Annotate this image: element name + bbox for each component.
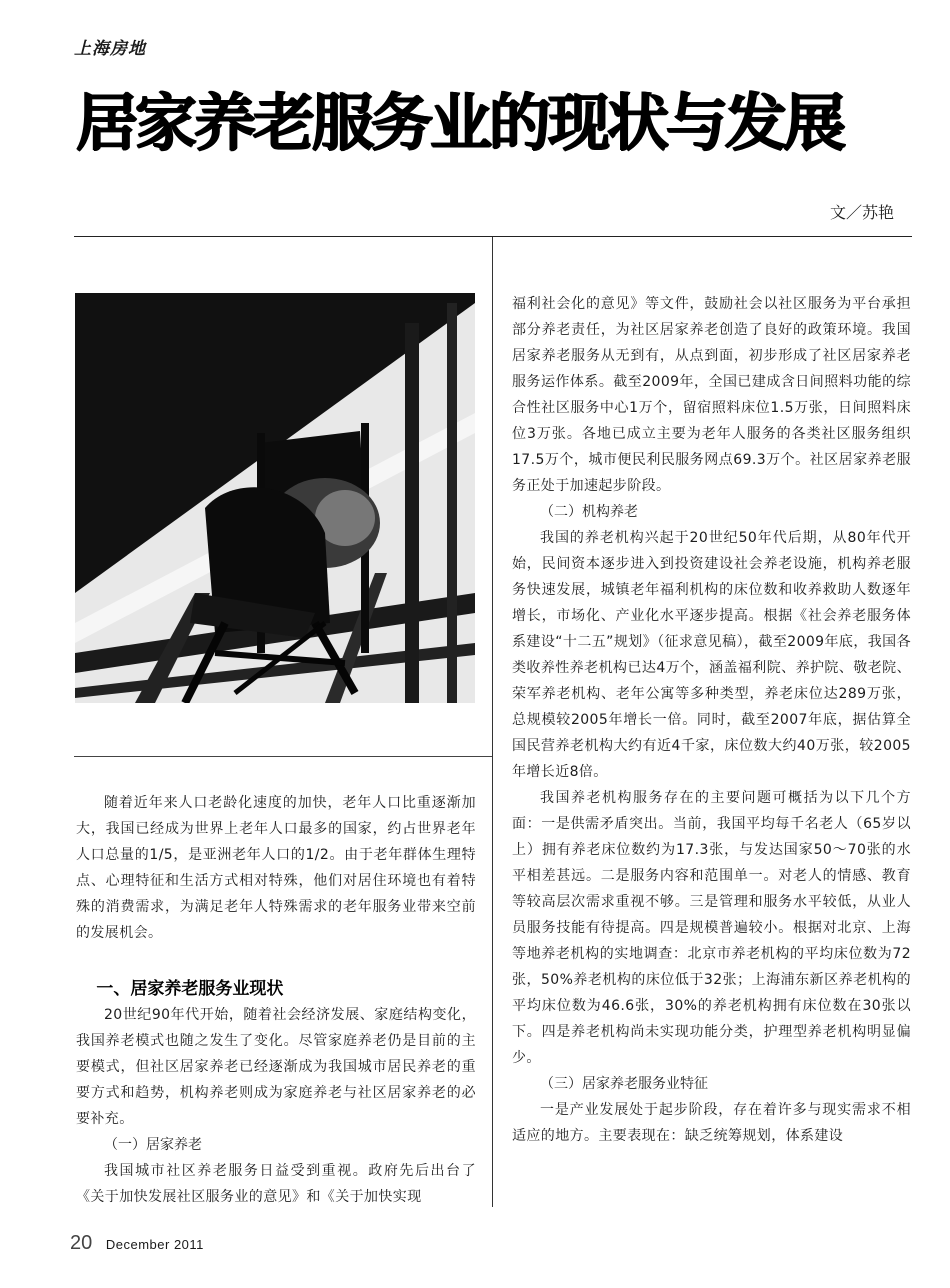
page-footer (70, 1232, 204, 1255)
magazine-masthead: 上海房地 (74, 39, 146, 59)
body-paragraph: 一是产业发展处于起步阶段，存在着许多与现实需求不相适应的地方。主要表现在：缺乏统筹规划，体系建设 (512, 1102, 911, 1144)
photo-bottom-rule (74, 756, 492, 757)
body-paragraph: 我国的养老机构兴起于20世纪50年代后期，从80年代开始，民间资本逐步进入到投资建设社会养老设施，机构养老服务快速发展，城镇老年福利机构的床位数和收养救助人数逐年增长，市场化、产业化水平逐步提高。根据《社会养老服务体系建设“十二五”规划》（征求意见稿），截至2009年底，我国各类收养性养老机构已达4万个，涵盖福利院、养护院、敬老院、荣军养老机构、老年公寓等多种类型，养老床位达289万张，总规模较2005年增长一倍。同时，截至2007年底，据估算全国民营养老机构大约有近4千家，床位数大约40万张，较2005年增长近8倍。 (512, 530, 911, 780)
page-number: 20 (70, 1232, 93, 1254)
section-heading: 一、居家养老服务业现状 (96, 979, 284, 999)
article-byline: 文／苏艳 (829, 203, 894, 222)
body-paragraph: 20世纪90年代开始，随着社会经济发展、家庭结构变化，我国养老模式也随之发生了变化。尽管家庭养老仍是目前的主要模式，但社区居家养老已经逐渐成为我国城市居民养老的重要方式和趋势，机构养老则成为家庭养老与社区居家养老的必要补充。 (76, 1007, 476, 1127)
top-rule (74, 236, 912, 237)
subsection-heading: （三）居家养老服务业特征 (540, 1076, 708, 1092)
body-paragraph: 我国城市社区养老服务日益受到重视。政府先后出台了《关于加快发展社区服务业的意见》和《关于加快实现 (76, 1163, 476, 1205)
issue-date: December 2011 (105, 1237, 204, 1252)
column-divider (492, 237, 493, 1207)
article-title: 居家养老服务业的现状与发展 (76, 86, 844, 159)
photo-elderly-person-in-chair-icon (75, 293, 475, 703)
continued-paragraph: 福利社会化的意见》等文件，鼓励社会以社区服务为平台承担部分养老责任，为社区居家养老创造了良好的政策环境。我国居家养老服务从无到有，从点到面，初步形成了社区居家养老服务运作体系。截至2009年，全国已建成含日间照料功能的综合性社区服务中心1万个，留宿照料床位1.5万张，日间照料床位3万张。各地已成立主要为老年人服务的各类社区服务组织17.5万个，城市便民利民服务网点69.3万个。社区居家养老服务正处于加速起步阶段。 (512, 296, 911, 494)
subsection-heading: （二）机构养老 (540, 504, 638, 520)
left-column (76, 790, 476, 1210)
right-column (512, 291, 911, 1149)
intro-paragraph: 随着近年来人口老龄化速度的加快，老年人口比重逐渐加大，我国已经成为世界上老年人口最多的国家，约占世界老年人口总量的1/5，是亚洲老年人口的1/2。由于老年群体生理特点、心理特征和生活方式相对特殊，他们对居住环境也有着特殊的消费需求，为满足老年人特殊需求的老年服务业带来空前的发展机会。 (76, 795, 476, 941)
body-paragraph: 我国养老机构服务存在的主要问题可概括为以下几个方面：一是供需矛盾突出。当前，我国平均每千名老人（65岁以上）拥有养老床位数约为17.3张，与发达国家50～70张的水平相差甚远。二是服务内容和范围单一。对老人的情感、教育等较高层次需求重视不够。三是管理和服务水平较低，从业人员服务技能有待提高。四是规模普遍较小。根据对北京、上海等地养老机构的实地调查：北京市养老机构的平均床位数为72张，50%养老机构的床位低于32张；上海浦东新区养老机构的平均床位数为46.6张，30%的养老机构拥有床位数在30张以下。四是养老机构尚未实现功能分类，护理型养老机构明显偏少。 (512, 790, 911, 1066)
subsection-heading: （一）居家养老 (104, 1137, 202, 1153)
